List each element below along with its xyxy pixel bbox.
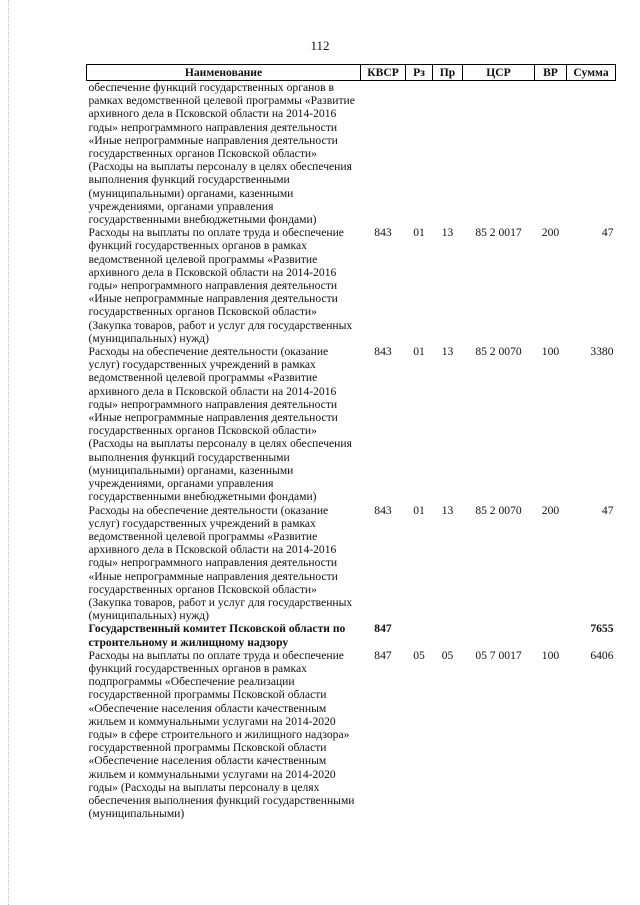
row-sum: 47 bbox=[601, 503, 614, 517]
department-name: Государственный комитет Псковской области по строительному и жилищному надзору bbox=[88, 622, 346, 649]
row-pr: 13 bbox=[441, 226, 454, 240]
row-vr bbox=[535, 622, 567, 648]
row-name: Расходы на выплаты по оплате труда и обеспечение функций государственных органов в рамках подпрограммы «Обеспечение реализации государственной программы Псковской области «Обеспечение населения области качественным жильем и коммунальными услугами на 2014-2020 годы» в сфере строительного и жилищного надзора» государственной программы Псковской области «Обеспечение населения области качественным жильем и коммунальными услугами на 2014-2020 годы» (Расходы на выплаты персоналу в целях обеспечения выполнения функций государственными (муниципальными) bbox=[88, 648, 355, 821]
row-csr: 85 2 0070 bbox=[475, 503, 522, 517]
row-pr bbox=[433, 622, 463, 648]
header-vr: ВР bbox=[535, 65, 567, 81]
table-row bbox=[87, 504, 616, 623]
row-kvsr: 847 bbox=[374, 622, 392, 636]
row-name: Расходы на обеспечение деятельности (оказание услуг) государственных учреждений в рамках ведомственной целевой программы «Развитие архивного дела в Псковской области на 2014-2016 годы» непрограммного направления деятельности «Иные непрограммные направления деятельности государственных органов Псковской области» (Расходы на выплаты персоналу в целях обеспечения выполнения функций государственными (муниципальными) органами, казенными учреждениями, органами управления государственными внебюджетными фондами) bbox=[88, 345, 352, 504]
row-sum: 6406 bbox=[590, 648, 614, 662]
header-csr: ЦСР bbox=[463, 65, 535, 81]
row-csr bbox=[463, 81, 535, 227]
header-kvsr: КВСР bbox=[361, 65, 406, 81]
table-header-row bbox=[87, 65, 616, 81]
row-kvsr: 843 bbox=[374, 345, 392, 359]
row-name: Расходы на обеспечение деятельности (оказание услуг) государственных учреждений в рамках ведомственной целевой программы «Развитие архивного дела в Псковской области на 2014-2016 годы» непрограммного направления деятельности «Иные непрограммные направления деятельности государственных органов Псковской области» (Закупка товаров, работ и услуг для государственных (муниципальных) нужд) bbox=[88, 503, 353, 623]
row-kvsr: 847 bbox=[374, 648, 392, 662]
table-row bbox=[87, 81, 616, 227]
row-vr: 100 bbox=[541, 648, 560, 662]
table-row bbox=[87, 649, 616, 821]
scan-edge-line bbox=[8, 0, 10, 905]
row-vr: 200 bbox=[541, 226, 560, 240]
row-rz: 01 bbox=[413, 226, 425, 240]
row-rz bbox=[406, 81, 433, 227]
header-name: Наименование bbox=[87, 65, 361, 81]
row-pr: 05 bbox=[441, 648, 454, 662]
row-sum: 3380 bbox=[590, 345, 614, 359]
row-csr: 85 2 0070 bbox=[475, 345, 522, 359]
row-name: Расходы на выплаты по оплате труда и обеспечение функций государственных органов в рамках ведомственной целевой программы «Развитие архивного дела в Псковской области на 2014-2016 годы» непрограммного направления деятельности «Иные непрограммные направления деятельности государственных органов Псковской области» (Закупка товаров, работ и услуг для государственных (муниципальных) нужд) bbox=[88, 226, 353, 345]
row-sum: 47 bbox=[601, 226, 614, 240]
row-csr: 85 2 0017 bbox=[475, 226, 522, 240]
budget-table bbox=[86, 64, 616, 820]
row-rz: 01 bbox=[413, 345, 425, 359]
row-pr bbox=[433, 81, 463, 227]
row-kvsr: 843 bbox=[374, 226, 392, 240]
row-rz: 01 bbox=[413, 503, 425, 517]
table-row bbox=[87, 226, 616, 345]
row-csr: 05 7 0017 bbox=[475, 648, 522, 662]
row-vr: 100 bbox=[541, 345, 560, 359]
row-rz: 05 bbox=[413, 648, 425, 662]
header-pr: Пр bbox=[433, 65, 463, 81]
row-pr: 13 bbox=[441, 345, 454, 359]
row-name: обеспечение функций государственных органов в рамках ведомственной целевой программы «Развитие архивного дела в Псковской области на 2014-2016 годы» непрограммного направления деятельности «Иные непрограммные направления деятельности государственных органов Псковской области» (Расходы на выплаты персоналу в целях обеспечения выполнения функций государственными (муниципальными) органами, казенными учреждениями, органами управления государственными внебюджетными фондами) bbox=[88, 81, 355, 227]
row-kvsr: 843 bbox=[374, 503, 392, 517]
table-row bbox=[87, 345, 616, 503]
row-sum: 7655 bbox=[590, 622, 614, 636]
header-rz: Рз bbox=[406, 65, 433, 81]
header-sum: Сумма bbox=[567, 65, 616, 81]
table-row-department bbox=[87, 622, 616, 648]
row-pr: 13 bbox=[441, 503, 454, 517]
row-vr: 200 bbox=[541, 503, 560, 517]
page-number: 112 bbox=[310, 38, 330, 53]
row-rz bbox=[406, 622, 433, 648]
row-csr bbox=[463, 622, 535, 648]
row-kvsr bbox=[361, 81, 406, 227]
row-sum bbox=[567, 81, 616, 227]
row-vr bbox=[535, 81, 567, 227]
